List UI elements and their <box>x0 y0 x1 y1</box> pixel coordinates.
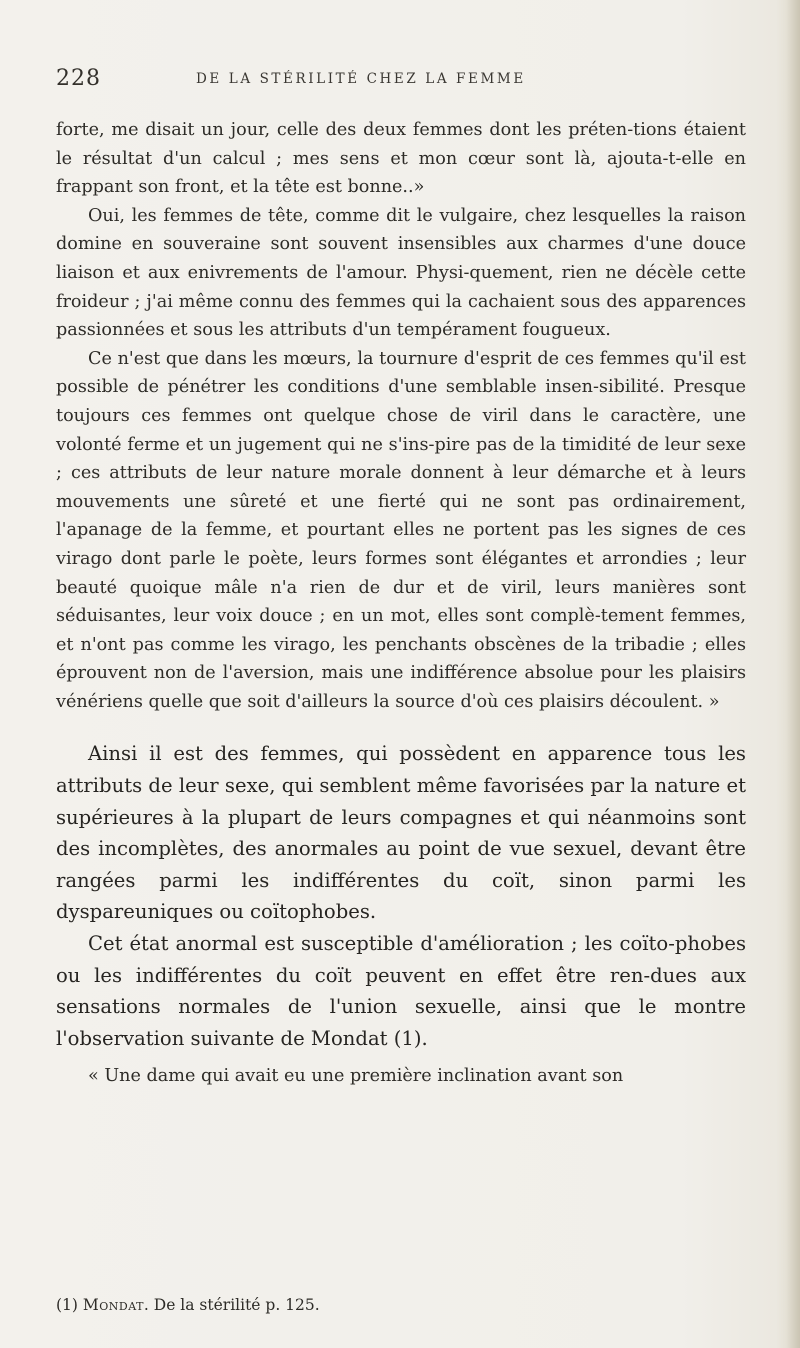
quote-paragraph-3: Ce n'est que dans les mœurs, la tournure d'esprit de ces femmes qu'il est possible de pénétrer les conditions d'une semblable insen-sibilité. Presque toujours ces femmes ont quelque chose de viril dans le caractère, une volonté ferme et un jugement qui ne s'ins-pire pas de la timidité de leur sexe ; ces attributs de leur nature morale donnent à leur démarche et à leurs mouvements une sûreté et une fierté qui ne sont pas ordinairement, l'apanage de la femme, et pourtant elles ne portent pas les signes de ces virago dont parle le poète, leurs formes sont élégantes et arrondies ; leur beauté quoique mâle n'a rien de dur et de viril, leurs manières sont séduisantes, leur voix douce ; en un mot, elles sont complè-tement femmes, et n'ont pas comme les virago, les penchants obscènes de la tribadie ; elles éprouvent non de l'aversion, mais une indifférence absolue pour les plaisirs vénériens quelle que soit d'ailleurs la source d'où ces plaisirs découlent. » <box>56 348 746 712</box>
closing-quote: « Une dame qui avait eu une première inclination avant son <box>88 1066 624 1087</box>
page-number: 228 <box>56 66 101 91</box>
running-head <box>56 66 746 96</box>
running-title: DE LA STÉRILITÉ CHEZ LA FEMME <box>196 71 526 87</box>
main-paragraph-1: Ainsi il est des femmes, qui possèdent en apparence tous les attributs de leur sexe, qui semblent même favorisées par la nature et supérieures à la plupart de leurs compagnes et qui néanmoins sont des incomplètes, des anormales au point de vue sexuel, devant être rangées parmi les indifférentes du coït, sinon parmi les dyspareuniques ou coïtophobes. <box>56 742 746 924</box>
main-paragraph-2: Cet état anormal est susceptible d'amélioration ; les coïto-phobes ou les indifférentes du coït peuvent en effet être ren-dues aux sensations normales de l'union sexuelle, ainsi que le montre l'observation suivante de Mondat (1). <box>56 932 746 1050</box>
footnote-text: . De la stérilité p. 125. <box>143 1296 320 1314</box>
body-text <box>56 116 746 1091</box>
quote-paragraph-1: forte, me disait un jour, celle des deux femmes dont les préten-tions étaient le résultat d'un calcul ; mes sens et mon cœur sont là, ajouta-t-elle en frappant son front, et la tête est bonne..» <box>56 120 746 198</box>
paragraph-gap <box>56 716 746 738</box>
footnote <box>56 1296 746 1314</box>
footnote-author: Mondat <box>82 1296 144 1314</box>
page-edge-shadow <box>786 0 800 1348</box>
footnote-marker: (1) <box>56 1296 78 1314</box>
paragraph-gap <box>56 1054 746 1062</box>
quote-paragraph-2: Oui, les femmes de tête, comme dit le vulgaire, chez lesquelles la raison domine en souveraine sont souvent insensibles aux charmes d'une douce liaison et aux enivrements de l'amour. Physi-quement, rien ne décèle cette froideur ; j'ai même connu des femmes qui la cachaient sous des apparences passionnées et sous les attributs d'un tempérament fougueux. <box>56 205 746 341</box>
